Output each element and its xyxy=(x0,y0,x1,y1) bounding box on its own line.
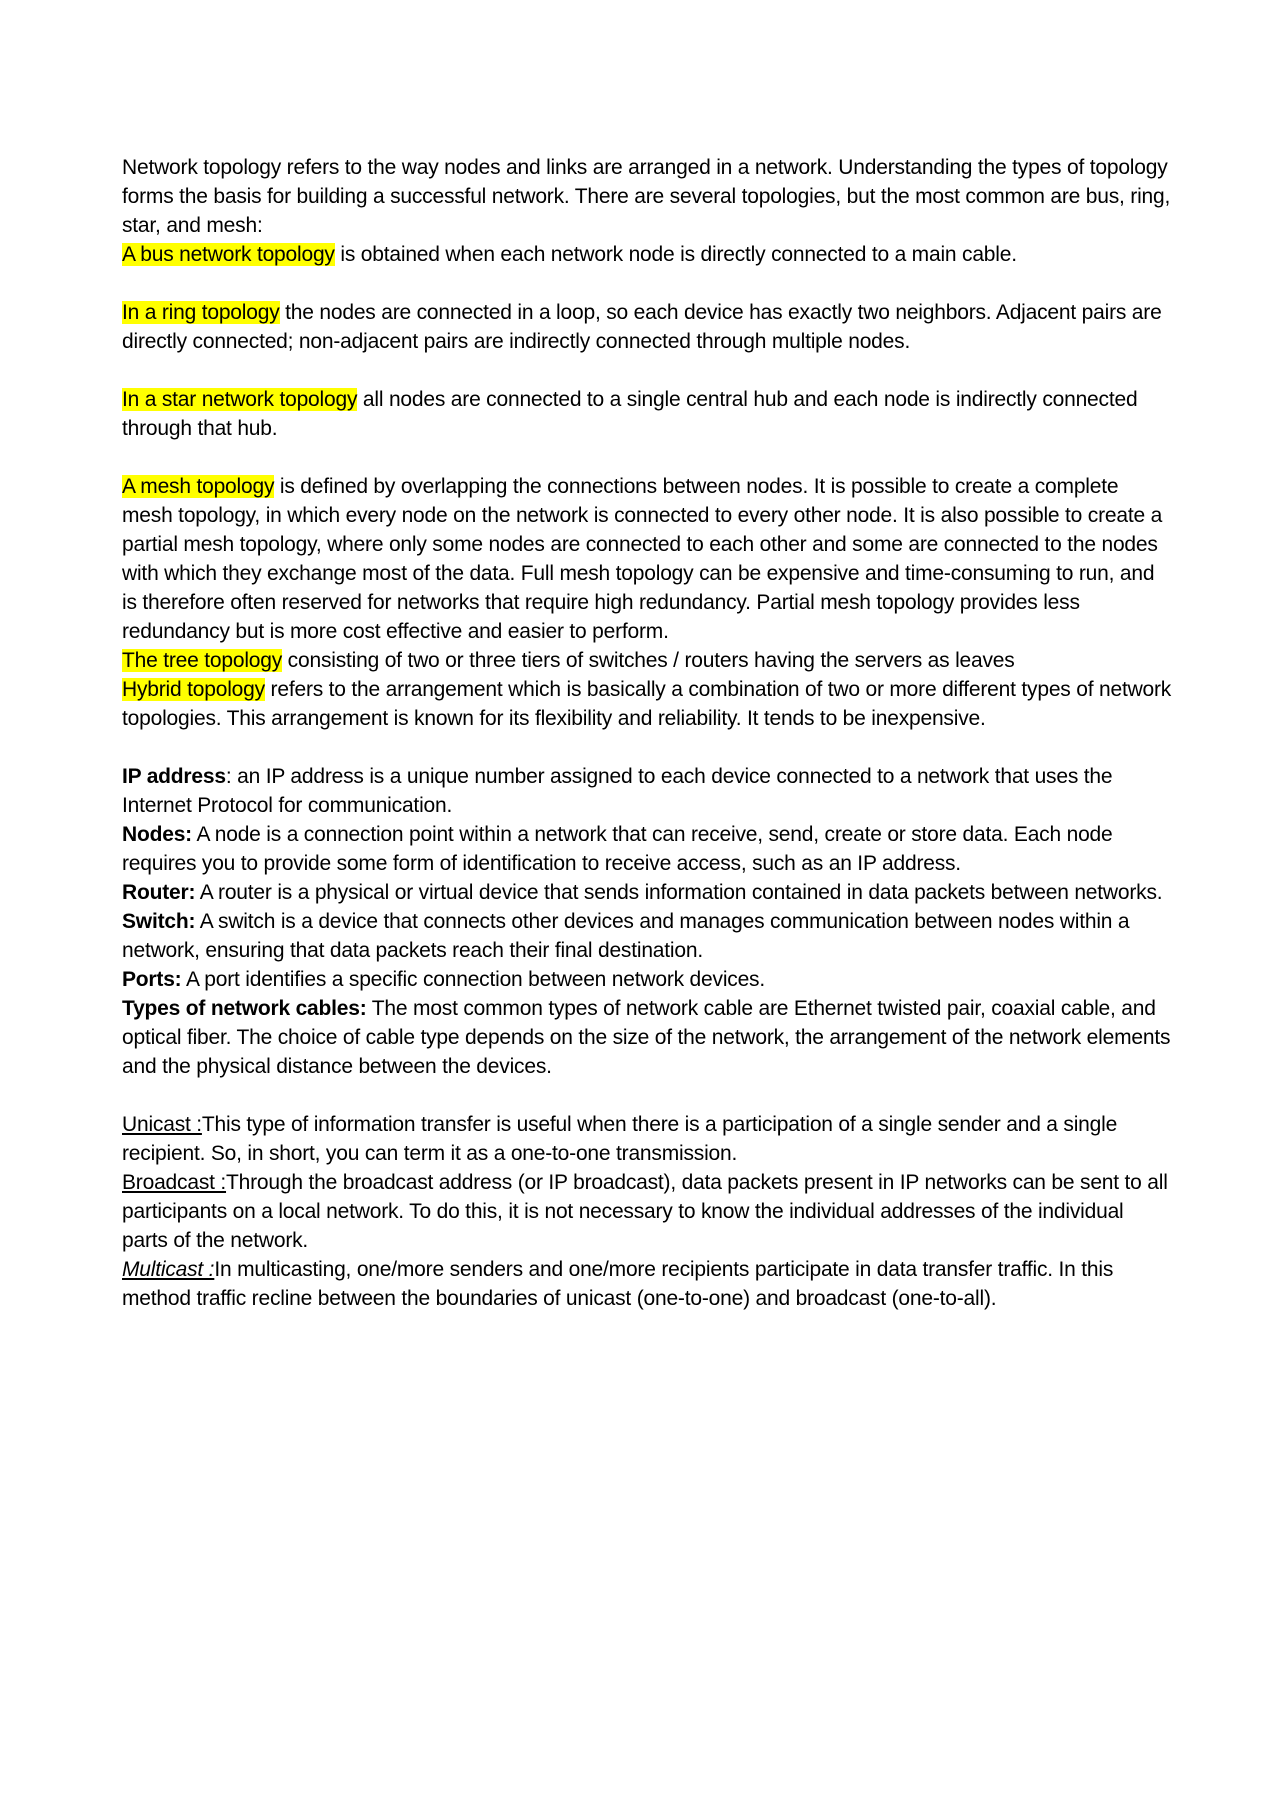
blank-line xyxy=(122,269,1174,298)
nodes-term: Nodes: xyxy=(122,823,192,846)
nodes-text: A node is a connection point within a network that can receive, send, create or store data. Each node requires you to provide some form of identification to receive access, such as an IP address. xyxy=(122,823,1113,875)
star-topology-text: all nodes are connected to a single central hub and each node is indirectly connected through that hub. xyxy=(122,388,1138,440)
star-topology-paragraph xyxy=(122,385,1174,443)
unicast-paragraph xyxy=(122,1110,1174,1168)
star-topology-term: In a star network topology xyxy=(122,388,358,411)
mesh-topology-term: A mesh topology xyxy=(122,475,275,498)
ring-topology-paragraph xyxy=(122,298,1174,356)
multicast-text: In multicasting, one/more senders and one/more recipients participate in data transfer traffic. In this method traffic recline between the boundaries of unicast (one-to-one) and broadcast (one-to-all). xyxy=(122,1258,1114,1310)
mesh-topology-text: is defined by overlapping the connections between nodes. It is possible to create a complete mesh topology, in which every node on the network is connected to every other node. It is also possible to create a partial mesh topology, where only some nodes are connected to each other and some are connected to the nodes with which they exchange most of the data. Full mesh topology can be expensive and time-consuming to run, and is therefore often reserved for networks that require high redundancy. Partial mesh topology provides less redundancy but is more cost effective and easier to perform. xyxy=(122,475,1163,643)
switch-text: A switch is a device that connects other devices and manages communication between nodes within a network, ensuring that data packets reach their final destination. xyxy=(122,910,1130,962)
switch-term: Switch: xyxy=(122,910,196,933)
switch-definition xyxy=(122,907,1174,965)
broadcast-term: Broadcast : xyxy=(122,1171,227,1194)
tree-topology-text: consisting of two or three tiers of switches / routers having the servers as leaves xyxy=(282,649,1015,672)
tree-topology-paragraph xyxy=(122,646,1174,675)
hybrid-topology-text: refers to the arrangement which is basically a combination of two or more different types of network topologies. This arrangement is known for its flexibility and reliability. It tends to be inexpensive. xyxy=(122,678,1172,730)
blank-line xyxy=(122,733,1174,762)
ip-address-text: : an IP address is a unique number assigned to each device connected to a network that uses the Internet Protocol for communication. xyxy=(122,765,1113,817)
router-definition xyxy=(122,878,1174,907)
mesh-topology-paragraph xyxy=(122,472,1174,646)
broadcast-paragraph xyxy=(122,1168,1174,1255)
ring-topology-term: In a ring topology xyxy=(122,301,280,324)
ip-address-term: IP address xyxy=(122,765,226,788)
ports-definition xyxy=(122,965,1174,994)
multicast-paragraph xyxy=(122,1255,1174,1313)
blank-line xyxy=(122,443,1174,472)
router-term: Router: xyxy=(122,881,196,904)
ports-text: A port identifies a specific connection between network devices. xyxy=(181,968,765,991)
intro-paragraph: Network topology refers to the way nodes and links are arranged in a network. Understanding the types of topology forms the basis for building a successful network. There are several topologies, but the most common are bus, ring, star, and mesh: xyxy=(122,156,1171,237)
ports-term: Ports: xyxy=(122,968,182,991)
ring-topology-text: the nodes are connected in a loop, so each device has exactly two neighbors. Adjacent pairs are directly connected; non-adjacent pairs are indirectly connected through multiple nodes. xyxy=(122,301,1162,353)
hybrid-topology-paragraph xyxy=(122,675,1174,733)
router-text: A router is a physical or virtual device that sends information contained in data packets between networks. xyxy=(195,881,1163,904)
cables-term: Types of network cables: xyxy=(122,997,367,1020)
blank-line xyxy=(122,1081,1174,1110)
broadcast-text: Through the broadcast address (or IP broadcast), data packets present in IP networks can be sent to all participants on a local network. To do this, it is not necessary to know the individual addresses of the individual parts of the network. xyxy=(122,1171,1168,1252)
unicast-term: Unicast : xyxy=(122,1113,202,1136)
multicast-term: Multicast : xyxy=(122,1258,215,1281)
nodes-definition xyxy=(122,820,1174,878)
hybrid-topology-term: Hybrid topology xyxy=(122,678,265,701)
document-page xyxy=(122,153,1174,1313)
blank-line xyxy=(122,356,1174,385)
bus-topology-paragraph xyxy=(122,240,1174,269)
cables-definition xyxy=(122,994,1174,1081)
bus-topology-text: is obtained when each network node is directly connected to a main cable. xyxy=(334,243,1017,266)
unicast-text: This type of information transfer is useful when there is a participation of a single sender and a single recipient. So, in short, you can term it as a one-to-one transmission. xyxy=(122,1113,1118,1165)
bus-topology-term: A bus network topology xyxy=(122,243,335,266)
cables-text: The most common types of network cable are Ethernet twisted pair, coaxial cable, and optical fiber. The choice of cable type depends on the size of the network, the arrangement of the network elements and the physical distance between the devices. xyxy=(122,997,1171,1078)
ip-address-definition xyxy=(122,762,1174,820)
tree-topology-term: The tree topology xyxy=(122,649,283,672)
